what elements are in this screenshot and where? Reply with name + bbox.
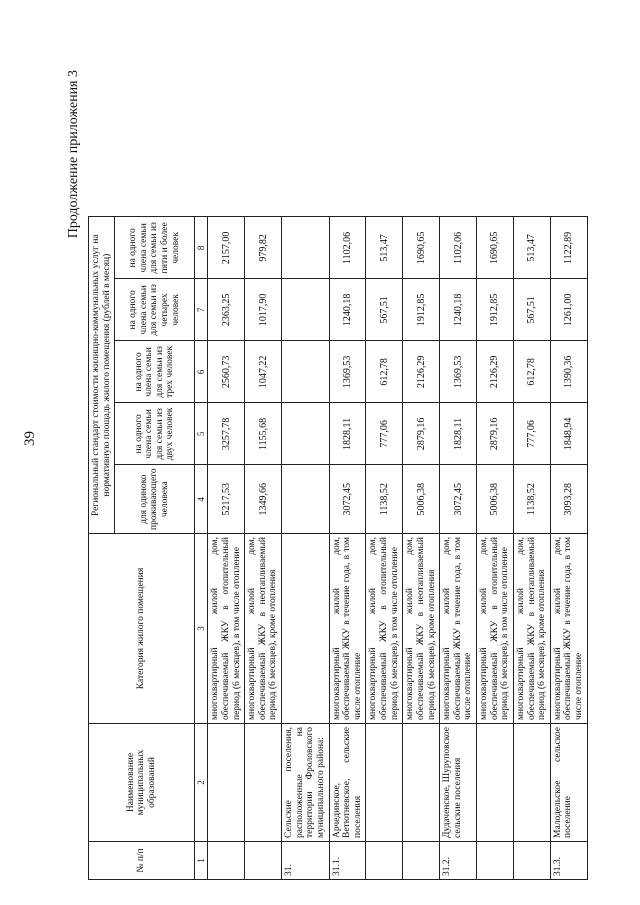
row-name xyxy=(513,724,550,842)
row-value: 5006,38 xyxy=(477,465,514,534)
row-value: 2363,25 xyxy=(208,279,245,341)
page-number: 39 xyxy=(22,431,38,446)
row-name xyxy=(245,724,282,842)
row-value xyxy=(282,341,330,403)
row-value: 2560,73 xyxy=(208,341,245,403)
table-row xyxy=(329,217,366,880)
row-category: многоквартирный жилой дом, обеспечиваемый ЖКУ в неотапливаемый период (6 месяцев), кроме отопления xyxy=(513,534,550,724)
row-category: многоквартирный жилой дом, обеспечиваемый ЖКУ в течение года, в том числе отопление xyxy=(550,534,587,724)
row-no: 31.2. xyxy=(440,842,477,880)
header-name: Наименование муниципальных образований xyxy=(89,724,195,842)
row-category: многоквартирный жилой дом, обеспечиваемый ЖКУ в течение года, в том числе отопление xyxy=(329,534,366,724)
header-sub-2: на одного члена семьи для семьи из двух человек xyxy=(115,403,195,465)
row-no: 31.3. xyxy=(550,842,587,880)
row-no xyxy=(403,842,440,880)
row-name: Арчединское, Ветютневское, сельские поселения xyxy=(329,724,366,842)
index-2: 2 xyxy=(195,724,208,842)
row-value: 1047,22 xyxy=(245,341,282,403)
row-value: 1848,94 xyxy=(550,403,587,465)
table-row xyxy=(282,217,330,880)
row-no xyxy=(208,842,245,880)
index-3: 3 xyxy=(195,534,208,724)
index-7: 7 xyxy=(195,279,208,341)
table-body xyxy=(208,217,587,880)
row-value: 1349,66 xyxy=(245,465,282,534)
row-value: 513,47 xyxy=(513,217,550,279)
row-value: 2126,29 xyxy=(477,341,514,403)
row-value xyxy=(282,279,330,341)
row-value: 979,82 xyxy=(245,217,282,279)
row-name: Малодельское сельское поселение xyxy=(550,724,587,842)
rotated-page xyxy=(68,70,628,880)
row-value: 1138,52 xyxy=(513,465,550,534)
row-category xyxy=(282,534,330,724)
row-name xyxy=(477,724,514,842)
row-value: 1828,11 xyxy=(440,403,477,465)
row-category: многоквартирный жилой дом, обеспечиваемый ЖКУ в отопительный период (6 месяцев), в том числе отопление xyxy=(208,534,245,724)
row-value: 777,06 xyxy=(513,403,550,465)
row-no xyxy=(245,842,282,880)
row-value: 1390,36 xyxy=(550,341,587,403)
index-4: 4 xyxy=(195,465,208,534)
row-name: Дудаченское, Шуруповское сельские поселения xyxy=(440,724,477,842)
row-no xyxy=(513,842,550,880)
row-value: 513,47 xyxy=(366,217,403,279)
header-sub-1: для одиноко проживающего человека xyxy=(115,465,195,534)
header-no: № п/п xyxy=(89,842,195,880)
row-name xyxy=(366,724,403,842)
row-name: Сельские поселения, расположенные на территории Фроловского муниципального района: xyxy=(282,724,330,842)
row-value: 3072,45 xyxy=(329,465,366,534)
row-value: 1690,65 xyxy=(477,217,514,279)
row-value: 1912,85 xyxy=(403,279,440,341)
row-value: 1369,53 xyxy=(440,341,477,403)
row-no xyxy=(477,842,514,880)
row-value: 1122,89 xyxy=(550,217,587,279)
header-sub-4: на одного члена семьи для семьи из четырех человек xyxy=(115,279,195,341)
row-category: многоквартирный жилой дом, обеспечиваемый ЖКУ в течение года, в том числе отопление xyxy=(440,534,477,724)
table-row xyxy=(403,217,440,880)
row-category: многоквартирный жилой дом, обеспечиваемый ЖКУ в неотапливаемый период (6 месяцев), кроме отопления xyxy=(403,534,440,724)
row-no: 31.1. xyxy=(329,842,366,880)
row-value: 777,06 xyxy=(366,403,403,465)
row-value: 2879,16 xyxy=(477,403,514,465)
table-row xyxy=(550,217,587,880)
table-row xyxy=(477,217,514,880)
row-value: 1155,68 xyxy=(245,403,282,465)
index-6: 6 xyxy=(195,341,208,403)
table-row xyxy=(245,217,282,880)
row-value: 567,51 xyxy=(513,279,550,341)
row-value: 1369,53 xyxy=(329,341,366,403)
header-standard: Региональный стандарт стоимости жилищно-коммунальных услуг на нормативную площадь жилого помещения (рублей в месяц) xyxy=(89,217,115,534)
table-row xyxy=(208,217,245,880)
row-value: 5006,38 xyxy=(403,465,440,534)
row-value: 2879,16 xyxy=(403,403,440,465)
row-category: многоквартирный жилой дом, обеспечиваемый ЖКУ в отопительный период (6 месяцев), в том числе отопление xyxy=(366,534,403,724)
row-value: 1138,52 xyxy=(366,465,403,534)
header-sub-5: на одного члена семьи для семьи из пяти и более человек xyxy=(115,217,195,279)
row-value: 612,78 xyxy=(366,341,403,403)
row-value: 2157,00 xyxy=(208,217,245,279)
row-no: 31. xyxy=(282,842,330,880)
row-value: 1102,06 xyxy=(440,217,477,279)
index-1: 1 xyxy=(195,842,208,880)
row-value: 1240,18 xyxy=(329,279,366,341)
row-category: многоквартирный жилой дом, обеспечиваемый ЖКУ в отопительный период (6 месяцев), в том числе отопление xyxy=(477,534,514,724)
row-value: 1690,65 xyxy=(403,217,440,279)
table-row xyxy=(513,217,550,880)
row-value xyxy=(282,217,330,279)
row-no xyxy=(366,842,403,880)
row-name xyxy=(403,724,440,842)
row-value xyxy=(282,403,330,465)
header-category: Категория жилого помещения xyxy=(89,534,195,724)
index-5: 5 xyxy=(195,403,208,465)
row-value: 3093,28 xyxy=(550,465,587,534)
index-8: 8 xyxy=(195,217,208,279)
row-value: 1240,18 xyxy=(440,279,477,341)
row-value: 1912,85 xyxy=(477,279,514,341)
row-value: 1102,06 xyxy=(329,217,366,279)
row-value: 612,78 xyxy=(513,341,550,403)
table-row xyxy=(440,217,477,880)
standards-table xyxy=(88,216,588,880)
row-category: многоквартирный жилой дом, обеспечиваемый ЖКУ в неотапливаемый период (6 месяцев), кроме отопления xyxy=(245,534,282,724)
row-value: 3257,78 xyxy=(208,403,245,465)
row-value: 1261,00 xyxy=(550,279,587,341)
row-name xyxy=(208,724,245,842)
header-sub-3: на одного члена семьи для семьи из трех человек xyxy=(115,341,195,403)
row-value xyxy=(282,465,330,534)
row-value: 567,51 xyxy=(366,279,403,341)
row-value: 3072,45 xyxy=(440,465,477,534)
row-value: 2126,29 xyxy=(403,341,440,403)
row-value: 5217,53 xyxy=(208,465,245,534)
row-value: 1828,11 xyxy=(329,403,366,465)
appendix-caption: Продолжение приложения 3 xyxy=(66,70,81,239)
table-row xyxy=(366,217,403,880)
row-value: 1017,90 xyxy=(245,279,282,341)
